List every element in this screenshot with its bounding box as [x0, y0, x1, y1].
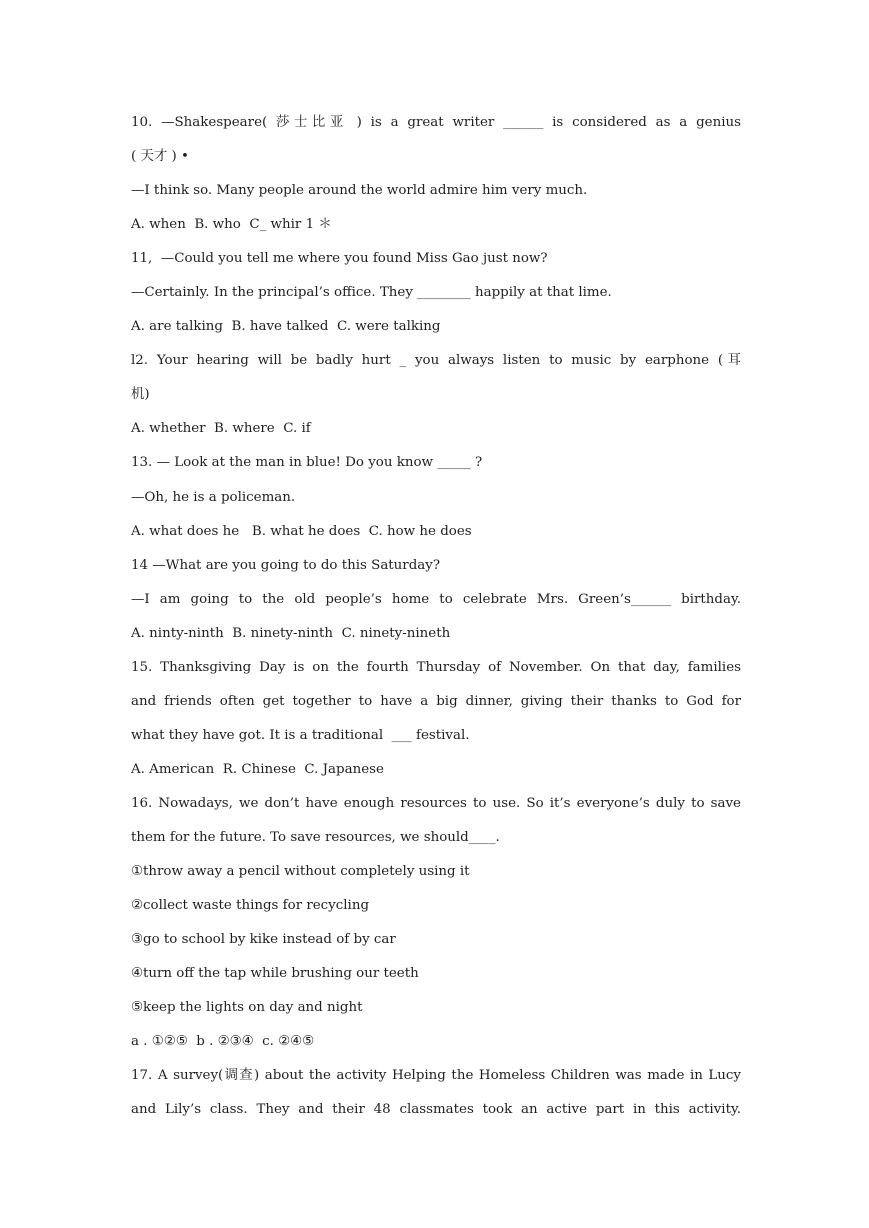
- text-line-29: 17. A survey(调查) about the activity Helping the Homeless Children was made in Lucy: [131, 1068, 741, 1084]
- text-line-21: 16. Nowadays, we don’t have enough resources to use. So it’s everyone’s duly to save: [131, 795, 741, 811]
- text-line-22: them for the future. To save resources, we should____.: [131, 829, 500, 845]
- text-line-10: A. whether B. where C. if: [131, 421, 311, 437]
- text-line-12: —Oh, he is a policeman.: [131, 489, 296, 505]
- text-line-04: A. when B. who C_ whir 1 ＊: [131, 217, 332, 233]
- document-page: [131, 106, 741, 1127]
- text-line-17: 15. Thanksgiving Day is on the fourth Thursday of November. On that day, families: [131, 659, 741, 675]
- text-line-14: 14 —What are you going to do this Saturday?: [131, 557, 441, 573]
- text-line-28: a . ①②⑤ b . ②③④ c. ②④⑤: [131, 1034, 315, 1050]
- text-line-25: ③go to school by kike instead of by car: [131, 932, 396, 948]
- text-line-09: 机): [131, 387, 150, 403]
- text-line-07: A. are talking B. have talked C. were talking: [131, 319, 441, 335]
- text-line-27: ⑤keep the lights on day and night: [131, 1000, 363, 1016]
- text-line-26: ④turn off the tap while brushing our teeth: [131, 966, 419, 982]
- text-line-08: l2. Your hearing will be badly hurt _ you always listen to music by earphone (耳: [131, 353, 741, 369]
- text-line-01: 10. —Shakespeare( 莎士比亚 ) is a great writer ______ is considered as a genius: [131, 115, 741, 130]
- text-line-24: ②collect waste things for recycling: [131, 898, 370, 914]
- text-line-23: ①throw away a pencil without completely using it: [131, 864, 470, 880]
- text-line-15: —I am going to the old people’s home to celebrate Mrs. Green’s______ birthday.: [131, 591, 741, 607]
- text-line-19: what they have got. It is a traditional ___ festival.: [131, 727, 470, 743]
- text-line-11: 13. — Look at the man in blue! Do you know _____ ?: [131, 455, 483, 471]
- text-line-06: —Certainly. In the principal’s office. They ________ happily at that lime.: [131, 285, 612, 301]
- text-line-18: and friends often get together to have a big dinner, giving their thanks to God for: [131, 693, 741, 709]
- text-line-05: 11, —Could you tell me where you found Miss Gao just now?: [131, 251, 548, 267]
- text-line-30: and Lily’s class. They and their 48 classmates took an active part in this activity.: [131, 1102, 741, 1118]
- text-line-16: A. ninty-ninth B. ninety-ninth C. ninety-nineth: [131, 625, 451, 641]
- text-line-20: A. American R. Chinese C. Japanese: [131, 761, 384, 777]
- text-line-13: A. what does he B. what he does C. how he does: [131, 523, 472, 539]
- text-line-03: —I think so. Many people around the world admire him very much.: [131, 183, 588, 199]
- text-line-02: ( 天才 ) •: [131, 149, 189, 165]
